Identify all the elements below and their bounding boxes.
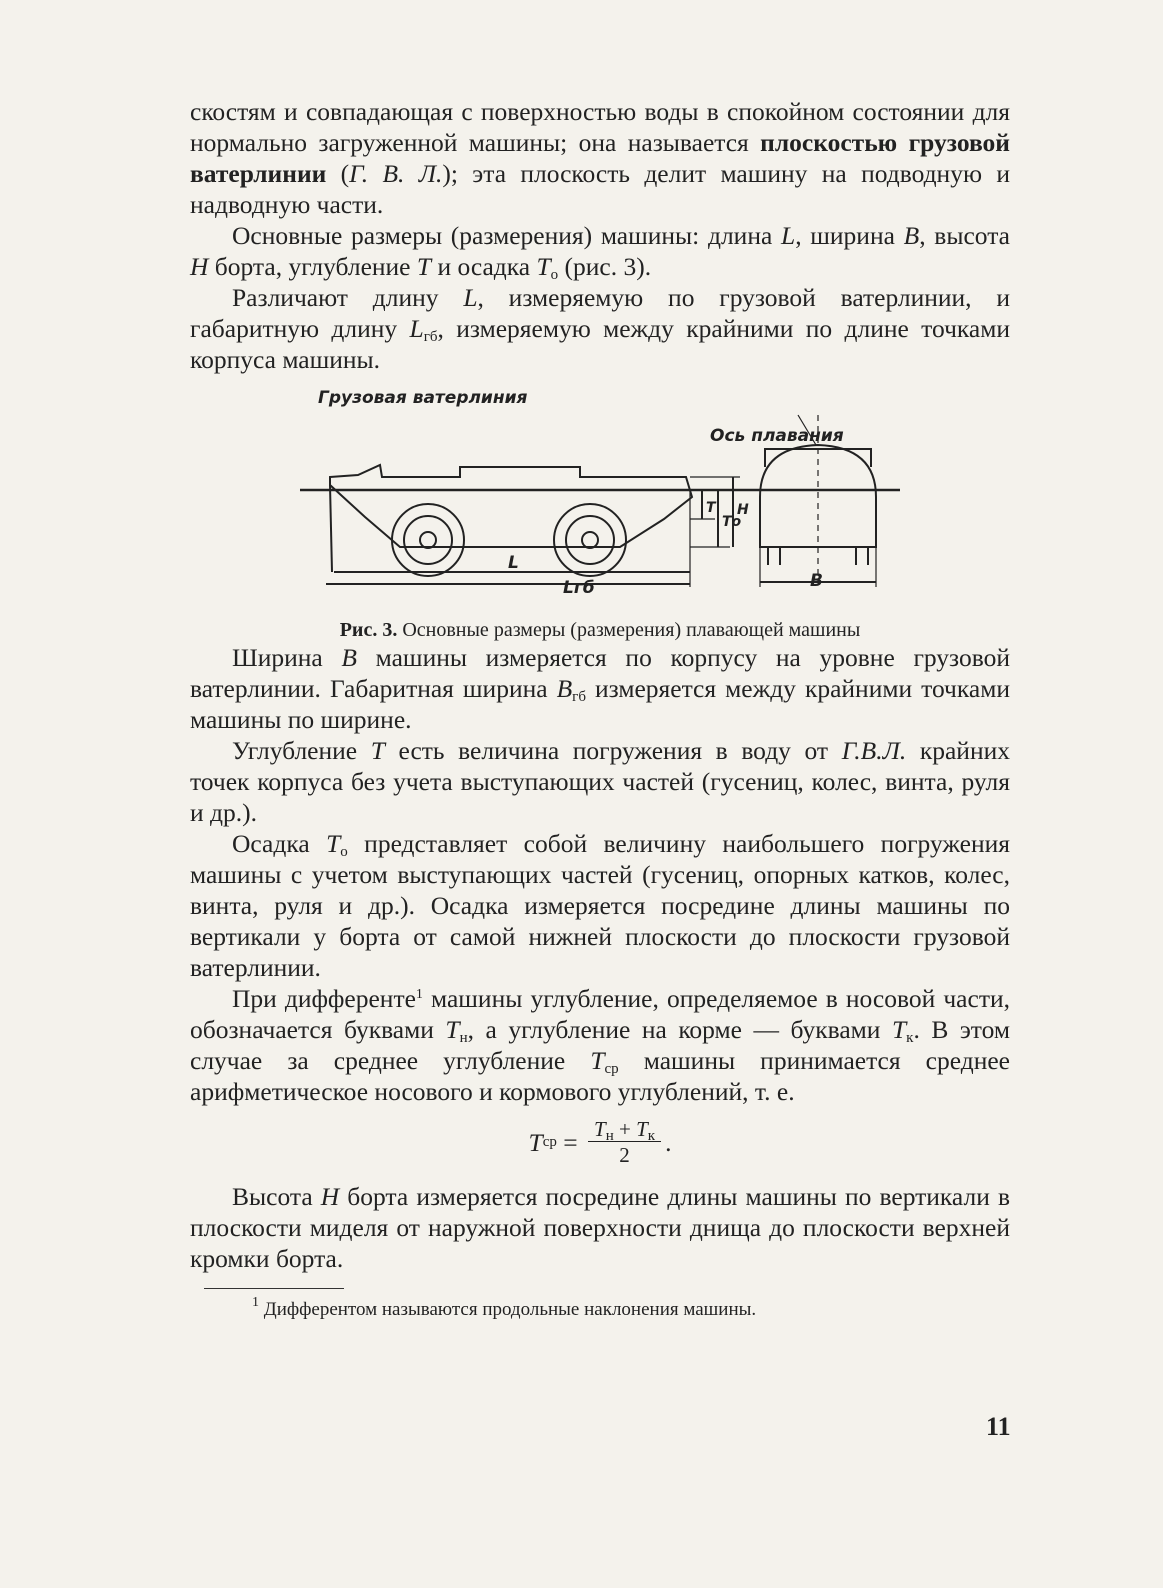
- paragraph-4: Ширина B машины измеряется по корпусу на уровне грузовой ватерлинии. Габаритная ширина $B_{гб}$ измеряется между крайними точками машины по ширине.: [190, 643, 1010, 734]
- stern-line: [330, 485, 332, 572]
- figure-3: [190, 387, 1010, 619]
- hull-side: [330, 465, 692, 547]
- footnote-rule: [204, 1288, 344, 1289]
- term-bold: плоскостью грузовой ватерлинии: [190, 128, 1010, 188]
- label-T0: Tо: [722, 514, 742, 530]
- paragraph-5: Углубление T есть величина погружения в воду от Г.В.Л. крайних точек корпуса без учета выступающих частей (гусениц, колес, винта, руля и др.).: [190, 736, 1010, 827]
- label-Lgb: Lгб: [563, 578, 595, 598]
- wheel-rear-inner: [566, 516, 614, 564]
- paragraph-2: Основные размеры (размерения) машины: длина L, ширина B, высота H борта, углубление T и осадка $T_о$ (рис. 3).: [190, 221, 1010, 283]
- page-number: 11: [986, 1412, 1011, 1441]
- label-B: B: [810, 571, 823, 591]
- paragraph-3: Различают длину L, измеряемую по грузовой ватерлинии, и габаритную длину $L_{гб}$, измеряемую между крайними по длине точками корпуса машины.: [190, 283, 1010, 374]
- page-body: [190, 96, 1010, 1321]
- label-L: L: [508, 553, 519, 573]
- label-T: T: [706, 500, 716, 516]
- paragraph-8: Высота H борта измеряется посредине длины машины по вертикали в плоскости миделя от наружной поверхности днища до плоскости верхней кромки борта.: [190, 1182, 1010, 1273]
- paragraph-7: При дифференте$^1$ машины углубление, определяемое в носовой части, обозначается буквами $T_н$, а углубление на корме — буквами $T_к$. В этом случае за среднее углубление $T_{ср}$ машины принимается среднее арифметическое носового и кормового углублений, т. е.: [190, 984, 1010, 1106]
- footnote-ref: 1: [415, 987, 423, 1002]
- paragraph-1: скостям и совпадающая с поверхностью воды в спокойном состоянии для нормально загруженной машины; она называется плоскостью грузовой ватерлинии (Г. В. Л.); эта плоскость делит машину на подводную и надводную части.: [190, 97, 1010, 219]
- formula-fraction: $\frac{T_н + T_к}{2}$: [588, 1117, 661, 1168]
- wheel-front-hub: [420, 532, 436, 548]
- formula-tsr: T ср = $\frac{T_н + T_к}{2}$ .: [528, 1116, 672, 1167]
- wheel-rear-outer: [554, 504, 626, 576]
- paragraph-6: Осадка $T_о$ представляет собой величину наибольшего погружения машины с учетом выступающих частей (гусениц, опорных катков, колес, винта, руля и др.). Осадка измеряется посредине длины машины по вертикали у борта от самой нижней плоскости до плоскости грузовой ватерлинии.: [190, 829, 1010, 982]
- label-axis: Ось плавания: [710, 426, 844, 446]
- wheel-front-inner: [404, 516, 452, 564]
- figure-caption: Рис. 3. Основные размеры (размерения) плавающей машины: [339, 619, 861, 641]
- label-waterline: Грузовая ватерлиния: [318, 388, 528, 408]
- wheel-front-outer: [392, 504, 464, 576]
- footnote: $^1$ Дифферентом называются продольные наклонения машины.: [252, 1295, 757, 1320]
- label-H: H: [737, 502, 749, 518]
- wheel-rear-hub: [582, 532, 598, 548]
